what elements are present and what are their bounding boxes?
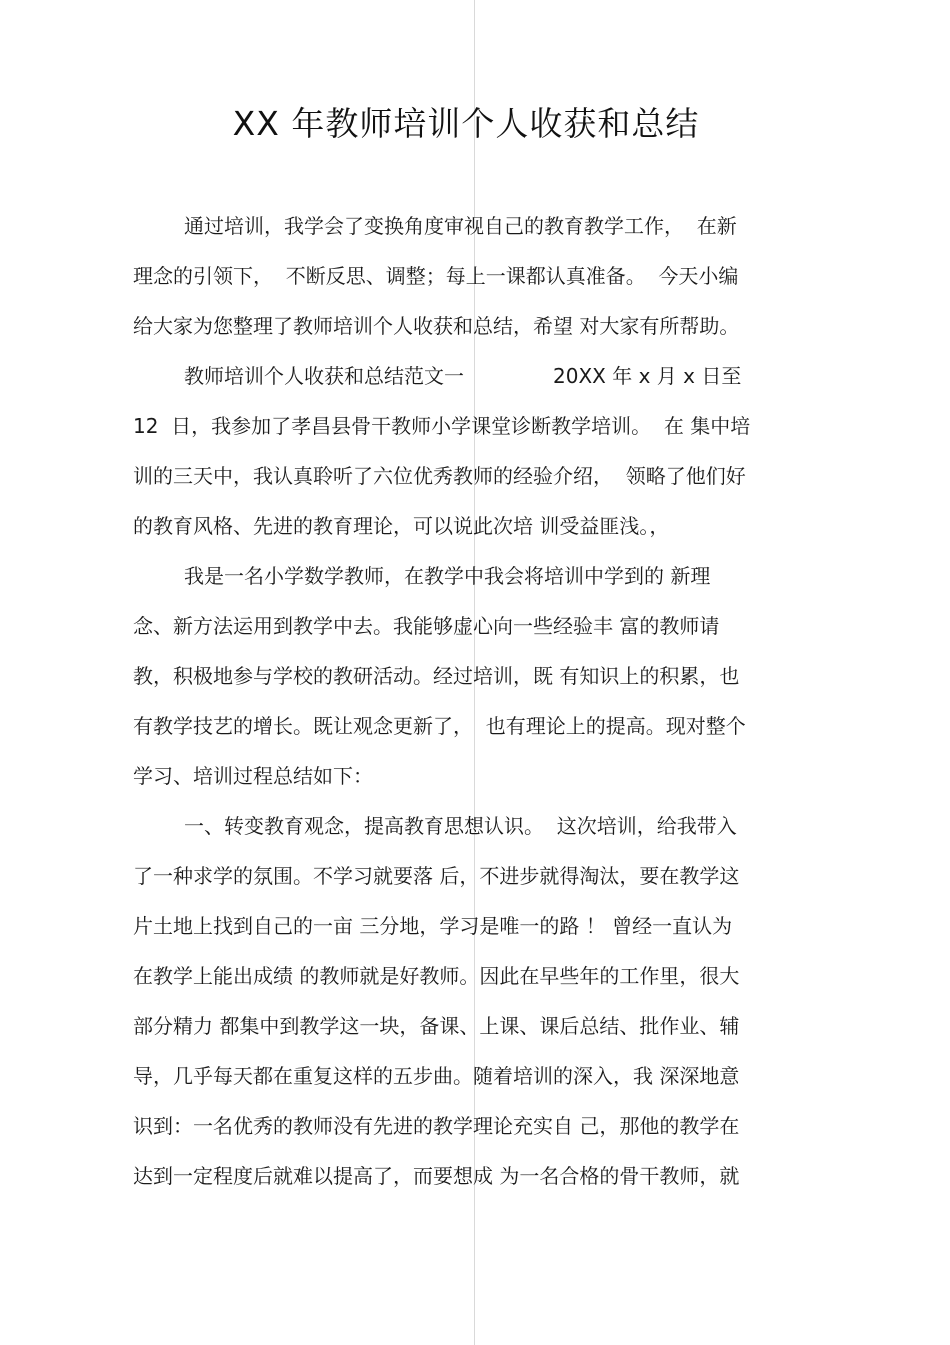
body-line: 在教学上能出成绩 的教师就是好教师。因此在早些年的工作里，很大 bbox=[133, 964, 740, 988]
body-line: 给大家为您整理了教师培训个人收获和总结，希望 对大家有所帮助。 bbox=[133, 314, 740, 338]
body-line: 识到：一名优秀的教师没有先进的教学理论充实自 己，那他的教学在 bbox=[133, 1114, 740, 1138]
body-line: 念、新方法运用到教学中去。我能够虚心向一些经验丰 富的教师请 bbox=[133, 614, 720, 638]
body-line: 教，积极地参与学校的教研活动。经过培训，既 有知识上的积累，也 bbox=[133, 664, 740, 688]
body-line: 通过培训，我学会了变换角度审视自己的教育教学工作， 在新 bbox=[184, 214, 737, 238]
body-line: 我是一名小学数学教师，在教学中我会将培训中学到的 新理 bbox=[184, 564, 711, 588]
body-line: 训的三天中，我认真聆听了六位优秀教师的经验介绍， 领略了他们好 bbox=[133, 464, 746, 488]
body-line: 理念的引领下， 不断反思、调整；每上一课都认真准备。 今天小编 bbox=[133, 264, 739, 288]
document-title: XX 年教师培训个人收获和总结 bbox=[232, 104, 700, 143]
body-line: 导，几乎每天都在重复这样的五步曲。随着培训的深入，我 深深地意 bbox=[133, 1064, 740, 1088]
body-line: 达到一定程度后就难以提高了，而要想成 为一名合格的骨干教师，就 bbox=[133, 1164, 740, 1188]
body-line: 部分精力 都集中到教学这一块，备课、上课、课后总结、批作业、辅 bbox=[133, 1014, 740, 1038]
body-line: 一、转变教育观念，提高教育思想认识。 这次培训，给我带入 bbox=[184, 814, 737, 838]
body-line: 了一种求学的氛围。不学习就要落 后，不进步就得淘汰，要在教学这 bbox=[133, 864, 740, 888]
body-line: 有教学技艺的增长。既让观念更新了， 也有理论上的提高。现对整个 bbox=[133, 714, 746, 738]
body-line: 的教育风格、先进的教育理论，可以说此次培 训受益匪浅。， bbox=[133, 514, 670, 538]
body-line: 片土地上找到自己的一亩 三分地，学习是唯一的路 ！ 曾经一直认为 bbox=[133, 914, 733, 938]
body-line: 教师培训个人收获和总结范文一 20XX 年 x 月 x 日至 bbox=[184, 364, 742, 388]
body-line: 学习、培训过程总结如下： bbox=[133, 764, 373, 788]
body-line: 12 日，我参加了孝昌县骨干教师小学课堂诊断教学培训。 在 集中培 bbox=[133, 414, 751, 438]
